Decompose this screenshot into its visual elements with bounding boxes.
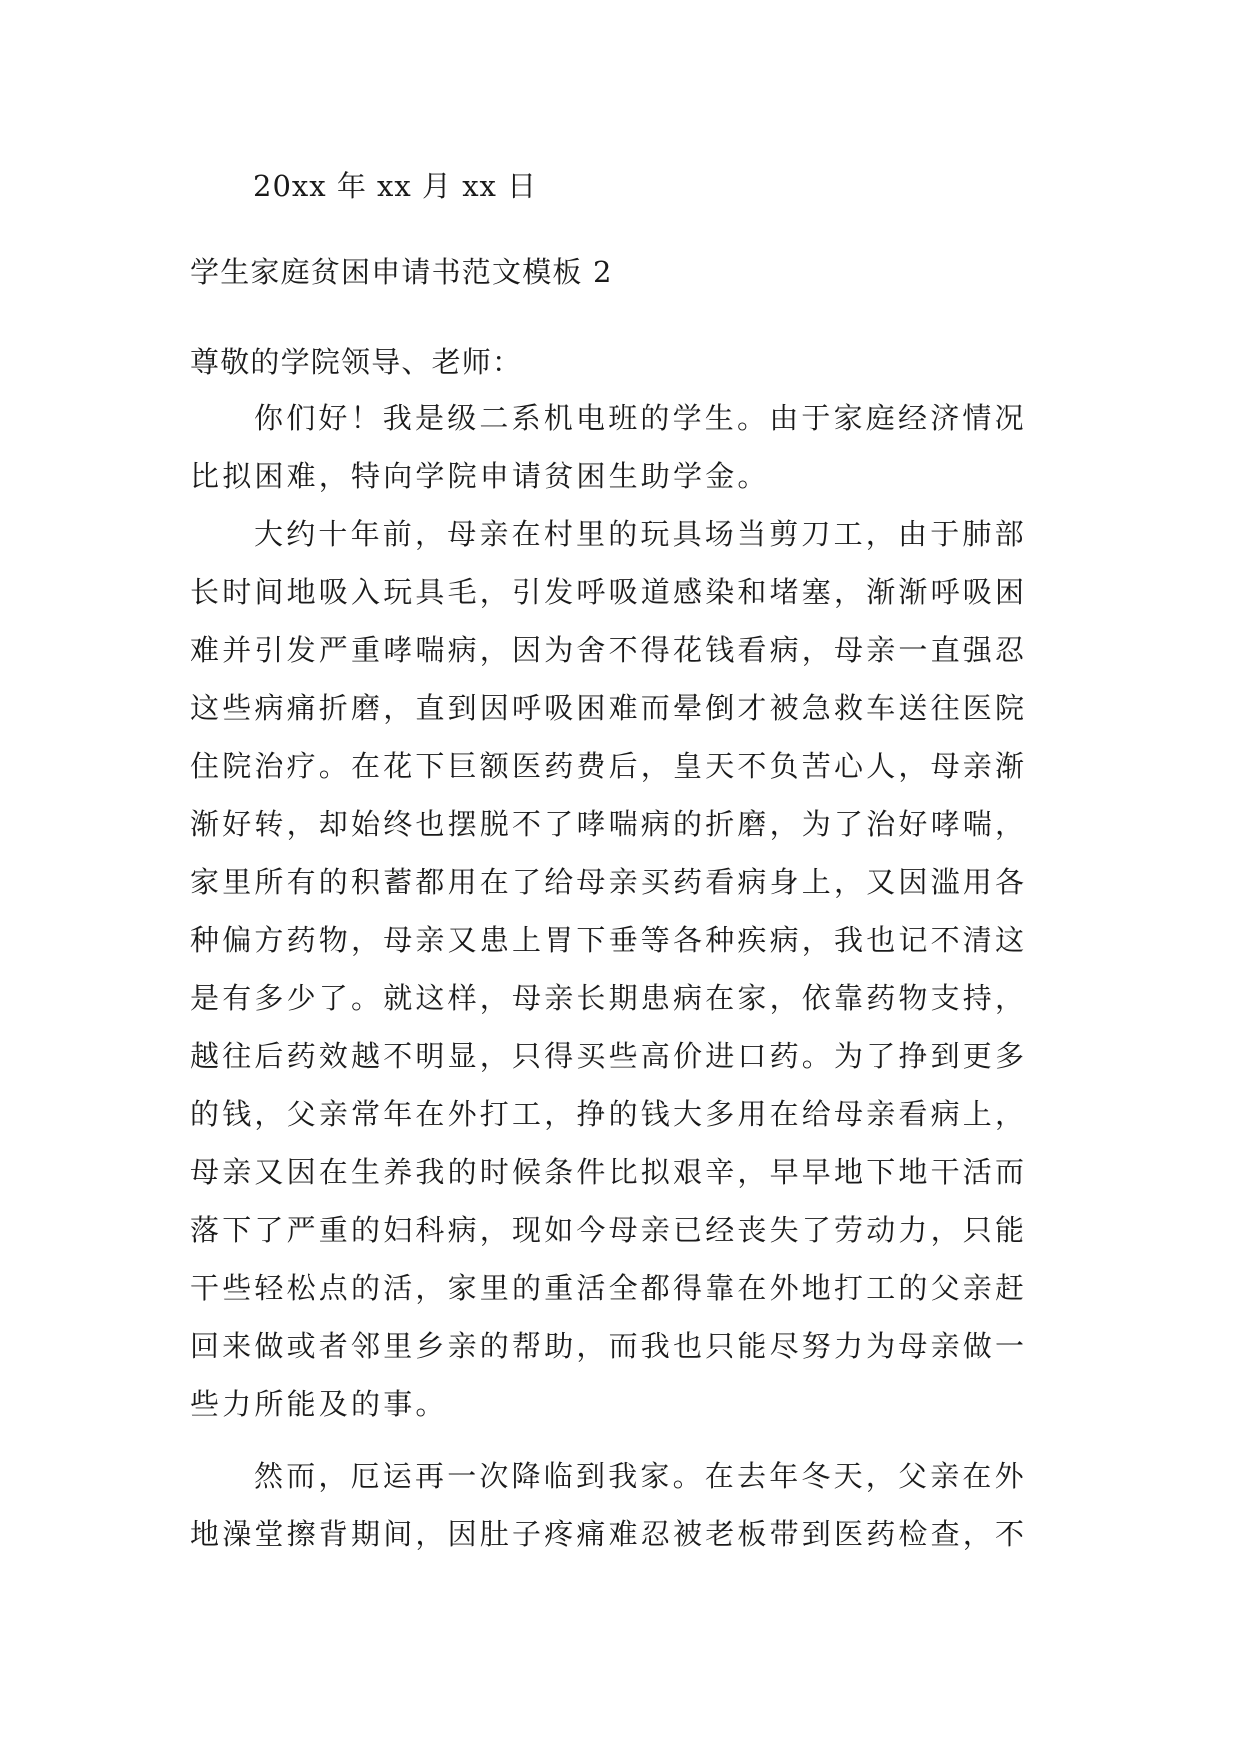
paragraph-line: 母亲又因在生养我的时候条件比拟艰辛，早早地下地干活而 [190, 1155, 1028, 1189]
salutation: 尊敬的学院领导、老师： [190, 345, 523, 379]
paragraph-line: 难并引发严重哮喘病，因为舍不得花钱看病，母亲一直强忍 [190, 633, 1028, 667]
paragraph-line: 干些轻松点的活，家里的重活全都得靠在外地打工的父亲赶 [190, 1271, 1028, 1305]
document-date: 20xx 年 xx 月 xx 日 [253, 169, 538, 203]
paragraph-line: 的钱，父亲常年在外打工，挣的钱大多用在给母亲看病上， [190, 1097, 1028, 1131]
paragraph-line: 这些病痛折磨，直到因呼吸困难而晕倒才被急救车送往医院 [190, 691, 1028, 725]
paragraph-1 [190, 389, 1050, 505]
paragraph-line: 越往后药效越不明显，只得买些高价进口药。为了挣到更多 [190, 1039, 1028, 1073]
paragraph-3 [190, 1447, 1050, 1563]
paragraph-line: 住院治疗。在花下巨额医药费后，皇天不负苦心人，母亲渐 [190, 749, 1028, 783]
paragraph-line: 然而，厄运再一次降临到我家。在去年冬天，父亲在外 [254, 1459, 1027, 1493]
paragraph-line: 比拟困难，特向学院申请贫困生助学金。 [190, 459, 770, 493]
paragraph-line: 落下了严重的妇科病，现如今母亲已经丧失了劳动力，只能 [190, 1213, 1028, 1247]
paragraph-2 [190, 505, 1050, 1433]
paragraph-line: 渐好转，却始终也摆脱不了哮喘病的折磨，为了治好哮喘， [190, 807, 1028, 841]
paragraph-line: 回来做或者邻里乡亲的帮助，而我也只能尽努力为母亲做一 [190, 1329, 1028, 1363]
paragraph-line: 长时间地吸入玩具毛，引发呼吸道感染和堵塞，渐渐呼吸困 [190, 575, 1028, 609]
paragraph-line: 大约十年前，母亲在村里的玩具场当剪刀工，由于肺部 [254, 517, 1027, 551]
paragraph-line: 种偏方药物，母亲又患上胃下垂等各种疾病，我也记不清这 [190, 923, 1028, 957]
paragraph-line: 家里所有的积蓄都用在了给母亲买药看病身上，又因滥用各 [190, 865, 1028, 899]
document-title: 学生家庭贫困申请书范文模板 2 [190, 255, 613, 289]
paragraph-line: 是有多少了。就这样，母亲长期患病在家，依靠药物支持， [190, 981, 1028, 1015]
paragraph-line: 些力所能及的事。 [190, 1387, 448, 1421]
paragraph-line: 你们好！我是级二系机电班的学生。由于家庭经济情况 [254, 401, 1027, 435]
paragraph-line: 地澡堂擦背期间，因肚子疼痛难忍被老板带到医药检查，不 [190, 1517, 1028, 1551]
